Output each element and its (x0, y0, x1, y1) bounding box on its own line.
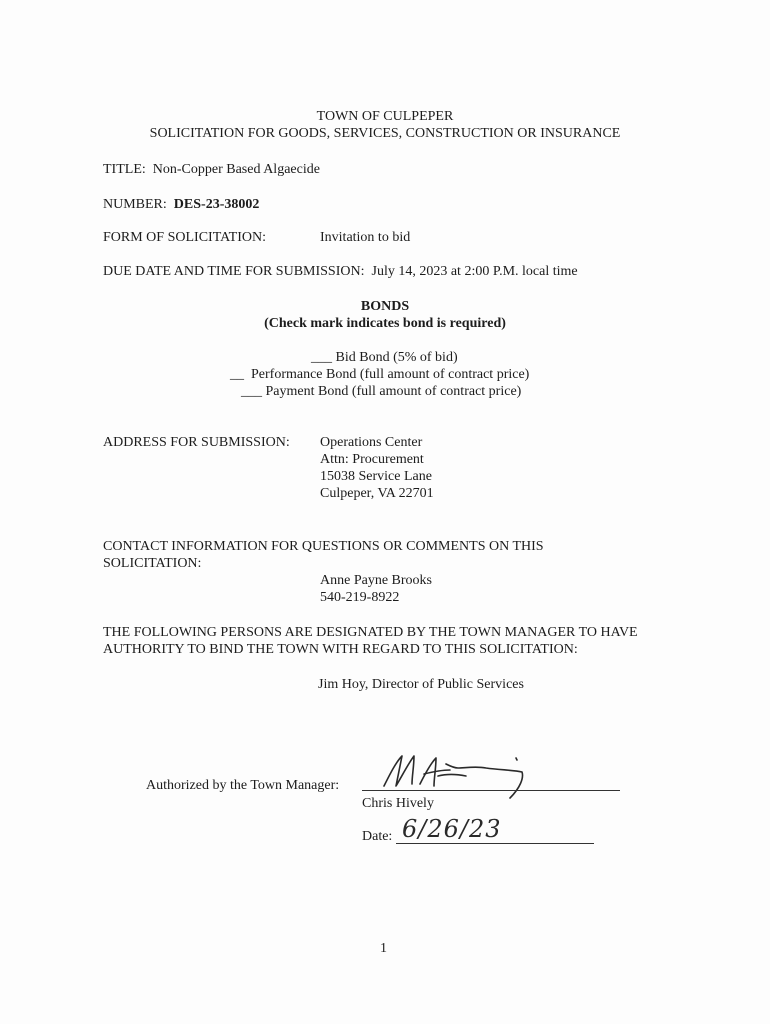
form-of-solicitation-label: FORM OF SOLICITATION: (103, 230, 267, 245)
signer-name: Chris Hively (362, 796, 434, 811)
bond-item-bid (311, 349, 458, 366)
designated-person: Jim Hoy, Director of Public Services (318, 677, 524, 692)
address-label: ADDRESS FOR SUBMISSION: (103, 435, 290, 450)
bond-item-payment (241, 383, 521, 400)
bond-label: Payment Bond (full amount of contract price) (265, 384, 522, 399)
due-date-label: DUE DATE AND TIME FOR SUBMISSION: (103, 264, 365, 279)
town-name: TOWN OF CULPEPER (316, 109, 454, 124)
form-of-solicitation-value: Invitation to bid (320, 230, 411, 245)
contact-label-line2: SOLICITATION: (103, 556, 202, 571)
title-row (103, 161, 320, 178)
bond-label: Performance Bond (full amount of contract price) (251, 367, 530, 382)
address-line: Operations Center (320, 435, 423, 450)
contact-name: Anne Payne Brooks (320, 573, 432, 588)
address-line: Culpeper, VA 22701 (320, 486, 434, 501)
handwritten-date: 6/26/23 (402, 815, 502, 843)
bond-blank: __ (230, 367, 244, 382)
solicitation-type: SOLICITATION FOR GOODS, SERVICES, CONSTRUCTION OR INSURANCE (149, 126, 621, 141)
contact-label-line1: CONTACT INFORMATION FOR QUESTIONS OR COMMENTS ON THIS (103, 539, 544, 554)
bonds-subheading: (Check mark indicates bond is required) (264, 316, 506, 331)
due-date-value: July 14, 2023 at 2:00 P.M. local time (371, 264, 578, 279)
due-date-row (103, 263, 578, 280)
number-label: NUMBER: (103, 197, 167, 212)
designated-line1: THE FOLLOWING PERSONS ARE DESIGNATED BY THE TOWN MANAGER TO HAVE (103, 625, 638, 640)
bond-blank: ___ (241, 384, 262, 399)
address-line: Attn: Procurement (320, 452, 424, 467)
contact-phone: 540-219-8922 (320, 590, 400, 605)
page-number: 1 (380, 941, 387, 956)
date-line (396, 843, 594, 844)
bond-blank: ___ (311, 350, 332, 365)
number-row (103, 196, 259, 213)
designated-line2: AUTHORITY TO BIND THE TOWN WITH REGARD TO THIS SOLICITATION: (103, 642, 578, 657)
number-value: DES-23-38002 (173, 197, 260, 212)
bond-item-performance (230, 366, 529, 383)
date-label: Date: (362, 829, 393, 844)
bonds-heading: BONDS (360, 299, 410, 314)
authorized-label: Authorized by the Town Manager: (146, 778, 340, 793)
title-value: Non-Copper Based Algaecide (152, 162, 320, 177)
bond-label: Bid Bond (5% of bid) (335, 350, 458, 365)
title-label: TITLE: (103, 162, 146, 177)
address-line: 15038 Service Lane (320, 469, 432, 484)
signature-line (362, 790, 620, 791)
